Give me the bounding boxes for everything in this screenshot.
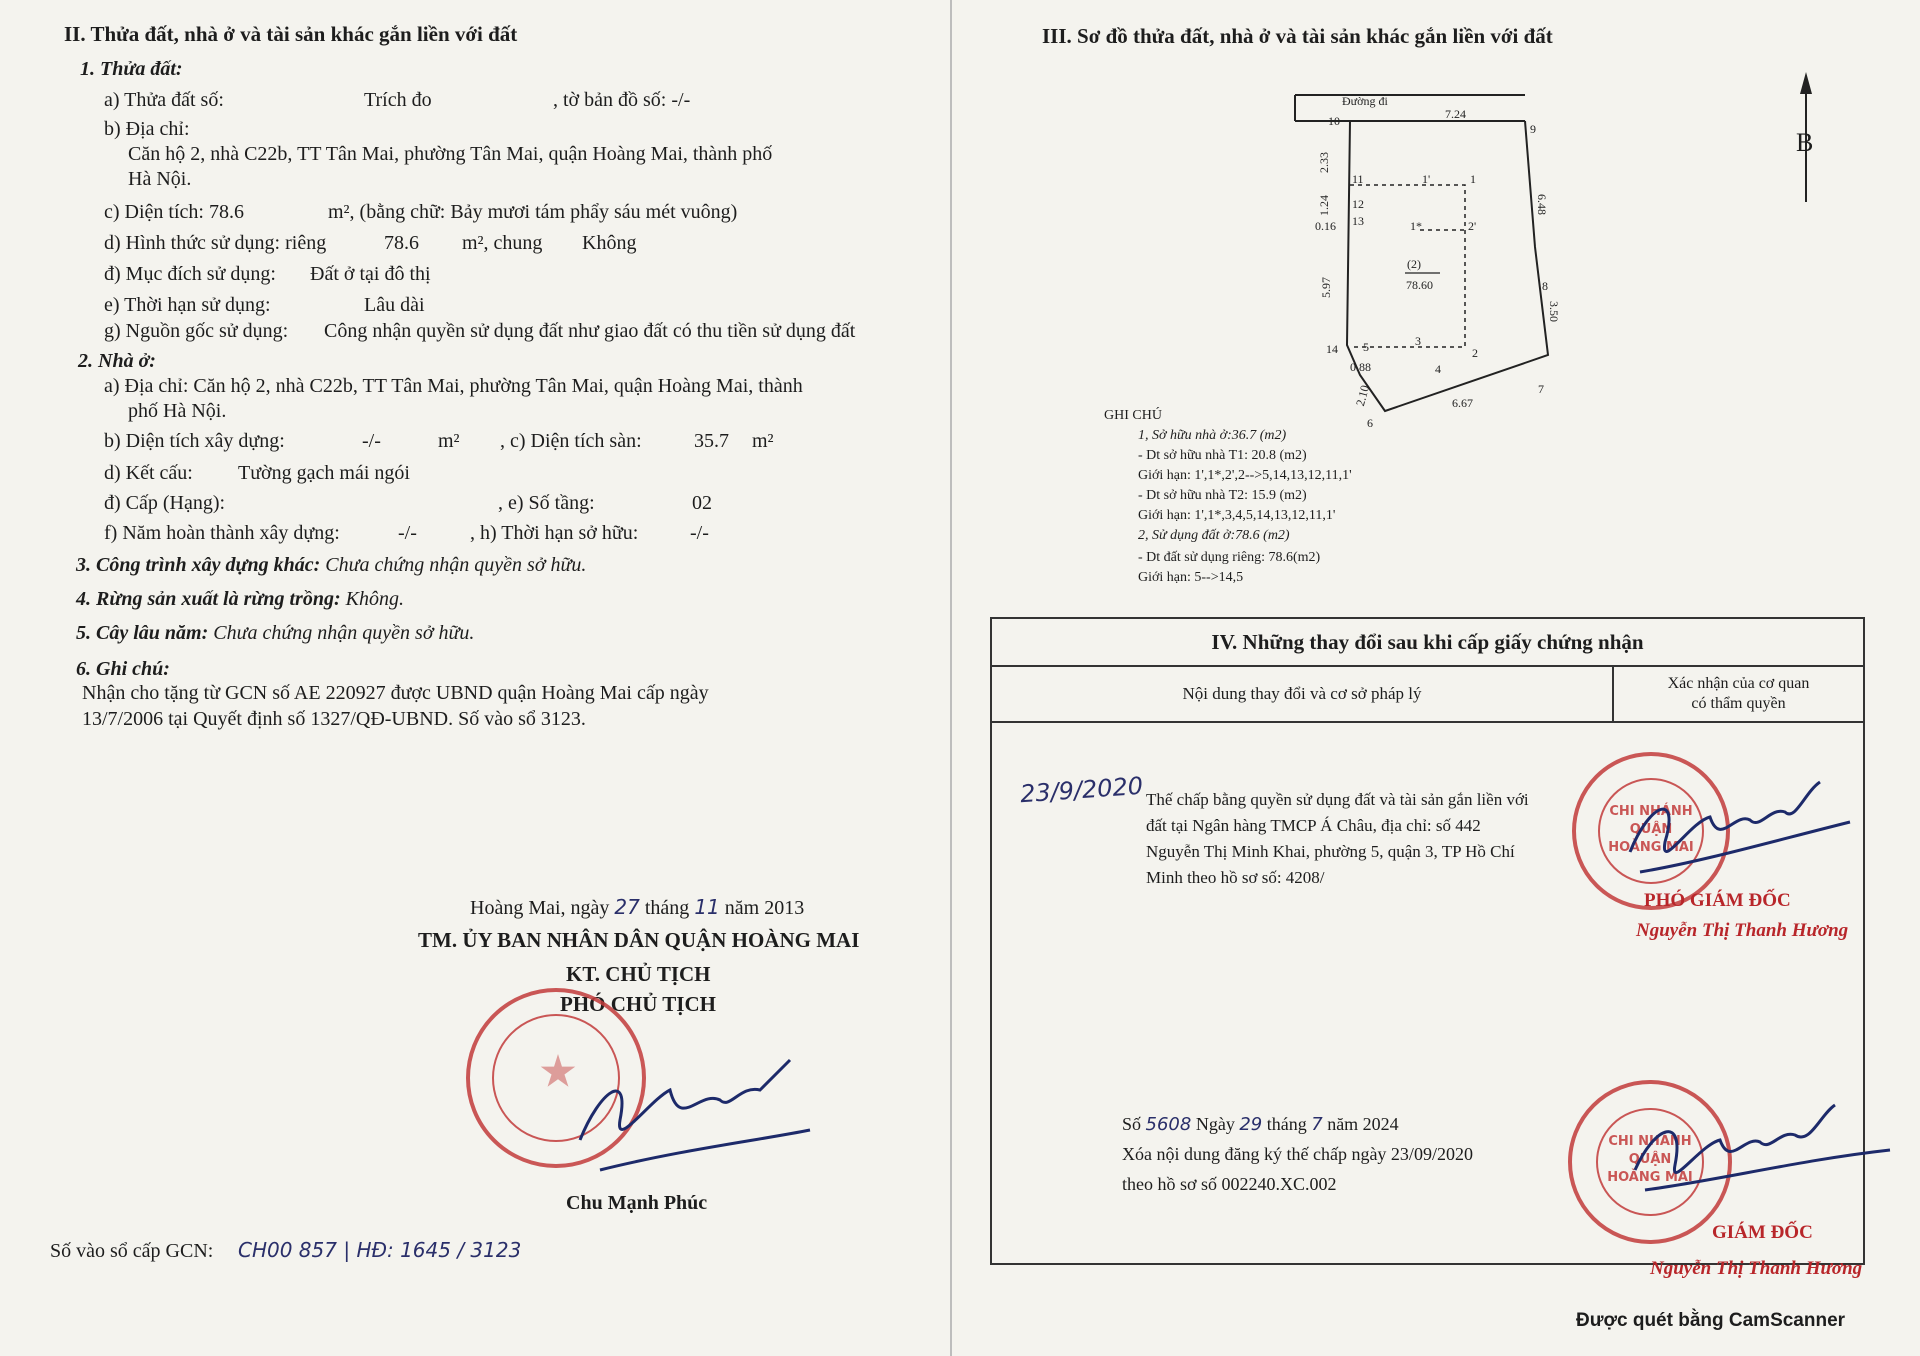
- ownership-term-value: -/-: [690, 522, 709, 544]
- section-iii-title: III. Sơ đồ thửa đất, nhà ở và tài sản khác gắn liền với đất: [1042, 24, 1553, 48]
- signer-name: Chu Mạnh Phúc: [566, 1192, 708, 1214]
- svg-text:12: 12: [1352, 197, 1364, 211]
- usage-purpose-label: đ) Mục đích sử dụng:: [104, 263, 276, 285]
- svg-text:1': 1': [1422, 172, 1431, 186]
- land-number-label: a) Thửa đất số:: [104, 89, 224, 111]
- svg-text:6: 6: [1367, 416, 1373, 430]
- diagram-note-4: - Dt sở hữu nhà T2: 15.9 (m2): [1138, 488, 1307, 503]
- completion-year-value: -/-: [398, 522, 417, 544]
- svg-text:3: 3: [1415, 334, 1421, 348]
- svg-text:6.48: 6.48: [1535, 194, 1549, 215]
- sign-date: Hoàng Mai, ngày 27 tháng 11 năm 2013: [470, 895, 805, 919]
- changes-col-confirm: Xác nhận của cơ quan có thẩm quyền: [1613, 666, 1864, 722]
- registry-label: Số vào sổ cấp GCN:: [50, 1240, 214, 1262]
- land-address-label: b) Địa chỉ:: [104, 118, 190, 140]
- other-construction: 3. Công trình xây dựng khác: Chưa chứng nhận quyền sở hữu.: [76, 554, 587, 576]
- entry1-date: 23/9/2020: [1019, 771, 1144, 809]
- entry1-line2: đất tại Ngân hàng TMCP Á Châu, địa chỉ: số 442: [1146, 816, 1481, 835]
- entry1-signer-title: PHÓ GIÁM ĐỐC: [1644, 890, 1791, 911]
- svg-text:13: 13: [1352, 214, 1364, 228]
- registry-value: CH00 857 | HĐ: 1645 / 3123: [238, 1238, 522, 1262]
- svg-text:9: 9: [1530, 122, 1536, 136]
- svg-text:78.60: 78.60: [1406, 278, 1433, 292]
- svg-text:1.24: 1.24: [1317, 195, 1331, 216]
- diagram-note-7: - Dt đất sử dụng riêng: 78.6(m2): [1138, 550, 1321, 565]
- land-address-line1: Căn hộ 2, nhà C22b, TT Tân Mai, phường Tân Mai, quận Hoàng Mai, thành phố: [128, 143, 773, 165]
- entry2-line3: theo hồ sơ số 002240.XC.002: [1122, 1174, 1337, 1194]
- scanner-watermark: Được quét bằng CamScanner: [1576, 1310, 1846, 1331]
- svg-text:6.67: 6.67: [1452, 396, 1473, 410]
- notes-heading: 6. Ghi chú:: [76, 658, 170, 680]
- map-sheet: , tờ bản đồ số: -/-: [553, 89, 691, 111]
- grade-label: đ) Cấp (Hạng):: [104, 492, 226, 514]
- land-area-label: c) Diện tích: 78.6: [104, 201, 244, 223]
- floor-area-value: 35.7: [694, 430, 729, 452]
- built-area-unit: m²: [438, 430, 460, 452]
- production-forest: 4. Rừng sản xuất là rừng trồng: Không.: [76, 588, 404, 610]
- svg-text:10: 10: [1328, 114, 1340, 128]
- changes-title-cell: IV. Những thay đổi sau khi cấp giấy chứng nhận: [991, 618, 1864, 666]
- entry2-signer-title: GIÁM ĐỐC: [1712, 1222, 1813, 1243]
- built-area-value: -/-: [362, 430, 381, 452]
- svg-text:0.16: 0.16: [1315, 219, 1336, 233]
- usage-origin-value: Công nhận quyền sử dụng đất như giao đất có thu tiền sử dụng đất: [324, 320, 856, 342]
- diagram-note-2: - Dt sở hữu nhà T1: 20.8 (m2): [1138, 448, 1307, 463]
- usage-purpose-value: Đất ở tại đô thị: [310, 263, 431, 285]
- svg-text:14: 14: [1326, 342, 1338, 356]
- svg-text:7: 7: [1538, 382, 1544, 396]
- entry1-line1: Thế chấp bằng quyền sử dụng đất và tài sản gắn liền với: [1146, 790, 1529, 809]
- changes-col-content: Nội dung thay đổi và cơ sở pháp lý: [991, 666, 1613, 722]
- svg-text:2': 2': [1468, 219, 1477, 233]
- section-ii-title: II. Thửa đất, nhà ở và tài sản khác gắn liền với đất: [64, 22, 518, 46]
- diagram-note-8: Giới hạn: 5-->14,5: [1138, 570, 1244, 585]
- director-signature: [1620, 1090, 1900, 1210]
- built-area-label: b) Diện tích xây dựng:: [104, 430, 285, 452]
- land-address-line2: Hà Nội.: [128, 168, 192, 190]
- usage-shared-label: m², chung: [462, 232, 543, 254]
- svg-text:1: 1: [1470, 172, 1476, 186]
- entry2-line1: Số 5608 Ngày 29 tháng 7 năm 2024: [1122, 1114, 1399, 1135]
- svg-text:3.50: 3.50: [1547, 301, 1561, 322]
- structure-value: Tường gạch mái ngói: [238, 462, 410, 484]
- diagram-note-1: 1, Sở hữu nhà ở:36.7 (m2): [1138, 428, 1287, 443]
- house-address-line2: phố Hà Nội.: [128, 400, 227, 422]
- svg-text:8: 8: [1542, 279, 1548, 293]
- diagram-note-3: Giới hạn: 1',1*,2',2-->5,14,13,12,11,1': [1138, 468, 1352, 483]
- svg-text:4: 4: [1435, 362, 1441, 376]
- floor-area-label: , c) Diện tích sàn:: [500, 430, 642, 452]
- ownership-term-label: , h) Thời hạn sở hữu:: [470, 522, 639, 544]
- land-heading: 1. Thửa đất:: [80, 58, 183, 80]
- entry2-line2: Xóa nội dung đăng ký thế chấp ngày 23/09/2020: [1122, 1144, 1473, 1164]
- svg-text:7.24: 7.24: [1445, 107, 1466, 121]
- entry1-line3: Nguyễn Thị Minh Khai, phường 5, quận 3, TP Hồ Chí: [1146, 842, 1515, 861]
- floors-value: 02: [692, 492, 712, 514]
- diagram-note-5: Giới hạn: 1',1*,3,4,5,14,13,12,11,1': [1138, 508, 1336, 523]
- usage-private-value: 78.6: [384, 232, 419, 254]
- svg-text:5: 5: [1363, 340, 1369, 354]
- parcel-diagram: [1060, 85, 1580, 445]
- perennial-trees: 5. Cây lâu năm: Chưa chứng nhận quyền sở hữu.: [76, 622, 475, 644]
- structure-label: d) Kết cấu:: [104, 462, 193, 484]
- usage-term-label: e) Thời hạn sử dụng:: [104, 294, 271, 316]
- svg-text:(2): (2): [1407, 257, 1421, 271]
- usage-shared-value: Không: [582, 232, 637, 254]
- page-fold: [950, 0, 952, 1356]
- entry2-signer-name: Nguyễn Thị Thanh Hương: [1650, 1258, 1863, 1279]
- diagram-notes-title: GHI CHÚ: [1104, 408, 1162, 423]
- branch-seal-2: CHI NHÁNH QUẬN HOÀNG MAI: [1568, 1080, 1732, 1244]
- svg-text:2.33: 2.33: [1317, 152, 1331, 173]
- house-address-line1: a) Địa chỉ: Căn hộ 2, nhà C22b, TT Tân Mai, phường Tân Mai, quận Hoàng Mai, thành: [104, 375, 803, 397]
- issuer-role: KT. CHỦ TỊCH: [566, 962, 711, 986]
- svg-text:0.88: 0.88: [1350, 360, 1371, 374]
- notes-line1: Nhận cho tặng từ GCN số AE 220927 được UBND quận Hoàng Mai cấp ngày: [82, 682, 709, 704]
- road-label: Đường đi: [1342, 94, 1388, 108]
- entry1-line4: Minh theo hồ sơ số: 4208/: [1146, 868, 1325, 887]
- house-heading: 2. Nhà ở:: [78, 350, 156, 372]
- usage-term-value: Lâu dài: [364, 294, 425, 316]
- svg-text:11: 11: [1352, 172, 1364, 186]
- notes-line2: 13/7/2006 tại Quyết định số 1327/QĐ-UBND. Số vào sổ 3123.: [82, 708, 586, 730]
- svg-text:1*: 1*: [1410, 219, 1422, 233]
- svg-text:5.97: 5.97: [1319, 277, 1333, 298]
- usage-form-label: d) Hình thức sử dụng: riêng: [104, 232, 327, 254]
- land-area-words: m², (bằng chữ: Bảy mươi tám phẩy sáu mét vuông): [328, 201, 738, 223]
- completion-year-label: f) Năm hoàn thành xây dựng:: [104, 522, 340, 544]
- floor-area-unit: m²: [752, 430, 774, 452]
- deputy-director-signature: [1610, 762, 1860, 892]
- north-label: B: [1796, 128, 1814, 157]
- vice-chair-signature: [560, 1030, 840, 1180]
- usage-origin-label: g) Nguồn gốc sử dụng:: [104, 320, 289, 342]
- entry1-signer-name: Nguyễn Thị Thanh Hương: [1636, 920, 1849, 941]
- floors-label: , e) Số tầng:: [498, 492, 595, 514]
- svg-text:2.10: 2.10: [1353, 383, 1372, 408]
- diagram-note-6: 2, Sử dụng đất ở:78.6 (m2): [1138, 528, 1290, 543]
- svg-text:2: 2: [1472, 346, 1478, 360]
- issuer-title: PHÓ CHỦ TỊCH: [560, 992, 716, 1016]
- branch-seal-1: CHI NHÁNH QUẬN HOÀNG MAI: [1572, 752, 1730, 910]
- issuer-line: TM. ỦY BAN NHÂN DÂN QUẬN HOÀNG MAI: [418, 928, 860, 952]
- land-number-value: Trích đo: [364, 89, 432, 111]
